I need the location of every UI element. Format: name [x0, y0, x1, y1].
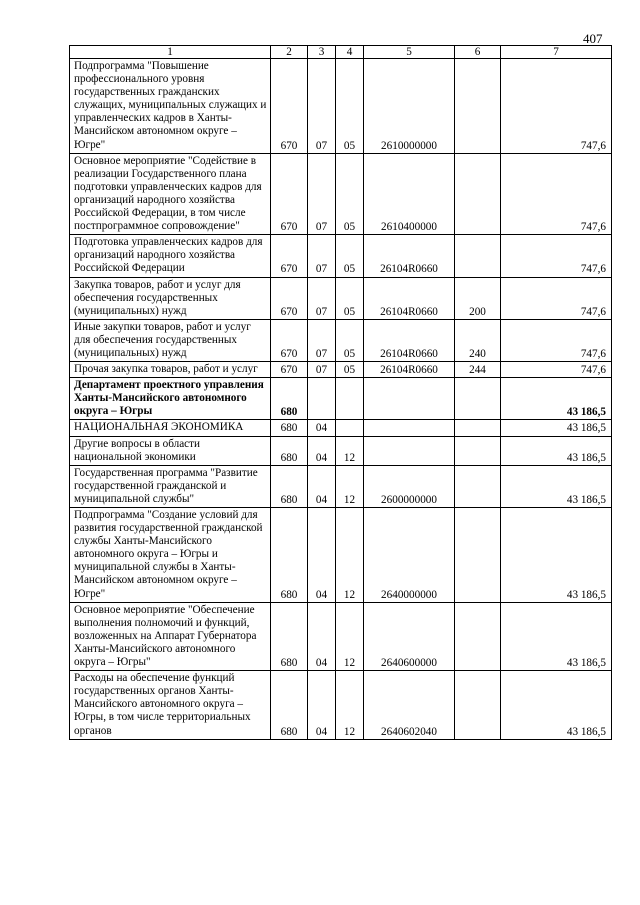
row-target-article-cell: 26104R0660	[364, 319, 455, 361]
row-expense-type-cell	[455, 153, 501, 235]
row-section-cell: 07	[308, 277, 336, 319]
row-code-cell: 680	[271, 602, 308, 670]
header-cell-1: 1	[70, 46, 271, 59]
row-target-article-cell: 2610400000	[364, 153, 455, 235]
row-subsection-cell	[336, 378, 364, 420]
table-row	[70, 235, 612, 277]
row-target-article-cell: 26104R0660	[364, 277, 455, 319]
row-expense-type-cell	[455, 508, 501, 603]
table-row	[70, 508, 612, 603]
row-name-cell: Закупка товаров, работ и услуг для обеспечения государственных (муниципальных) нужд	[70, 277, 271, 319]
row-subsection-cell: 05	[336, 59, 364, 154]
row-amount-cell: 747,6	[501, 362, 612, 378]
table-row	[70, 378, 612, 420]
row-expense-type-cell	[455, 235, 501, 277]
row-section-cell: 07	[308, 319, 336, 361]
row-target-article-cell: 2640600000	[364, 602, 455, 670]
row-name-cell: Расходы на обеспечение функций государственных органов Ханты-Мансийского автономного округа – Югры, в том числе территориальных органов	[70, 671, 271, 739]
row-name-cell: Подпрограмма "Повышение профессионального уровня государственных гражданских служащих, муниципальных служащих и управленческих кадров в Ханты-Мансийском автономном округе – Югре"	[70, 59, 271, 154]
row-subsection-cell: 05	[336, 235, 364, 277]
row-target-article-cell: 2640602040	[364, 671, 455, 739]
row-name-cell: Департамент проектного управления Ханты-Мансийского автономного округа – Югры	[70, 378, 271, 420]
row-name-cell: Подпрограмма "Создание условий для развития государственной гражданской службы Ханты-Мансийского автономного округа – Югры и муниципальной службы в Ханты-Мансийском автономном округе – Югре"	[70, 508, 271, 603]
row-expense-type-cell	[455, 378, 501, 420]
table-row	[70, 436, 612, 465]
row-amount-cell: 747,6	[501, 153, 612, 235]
row-name-cell: Другие вопросы в области национальной экономики	[70, 436, 271, 465]
row-code-cell: 680	[271, 378, 308, 420]
table-row	[70, 362, 612, 378]
row-expense-type-cell	[455, 420, 501, 436]
header-cell-7: 7	[501, 46, 612, 59]
row-amount-cell: 43 186,5	[501, 602, 612, 670]
row-target-article-cell	[364, 378, 455, 420]
row-expense-type-cell	[455, 465, 501, 507]
row-subsection-cell	[336, 420, 364, 436]
row-section-cell: 04	[308, 465, 336, 507]
row-code-cell: 670	[271, 59, 308, 154]
row-amount-cell: 747,6	[501, 235, 612, 277]
budget-table	[69, 45, 612, 740]
row-name-cell: Государственная программа "Развитие государственной гражданской и муниципальной службы"	[70, 465, 271, 507]
table-row	[70, 420, 612, 436]
row-section-cell: 04	[308, 602, 336, 670]
row-amount-cell: 747,6	[501, 277, 612, 319]
header-cell-2: 2	[271, 46, 308, 59]
row-subsection-cell: 12	[336, 436, 364, 465]
row-expense-type-cell: 200	[455, 277, 501, 319]
row-code-cell: 680	[271, 508, 308, 603]
row-section-cell: 04	[308, 671, 336, 739]
row-expense-type-cell	[455, 436, 501, 465]
table-row	[70, 277, 612, 319]
row-amount-cell: 43 186,5	[501, 465, 612, 507]
header-cell-4: 4	[336, 46, 364, 59]
row-code-cell: 670	[271, 362, 308, 378]
row-expense-type-cell: 240	[455, 319, 501, 361]
row-name-cell: Подготовка управленческих кадров для организаций народного хозяйства Российской Федерации	[70, 235, 271, 277]
row-target-article-cell: 2640000000	[364, 508, 455, 603]
row-section-cell: 04	[308, 420, 336, 436]
table-row	[70, 602, 612, 670]
page-number: 407	[583, 31, 603, 46]
row-amount-cell: 43 186,5	[501, 420, 612, 436]
row-subsection-cell: 05	[336, 319, 364, 361]
row-amount-cell: 43 186,5	[501, 508, 612, 603]
row-amount-cell: 43 186,5	[501, 436, 612, 465]
row-code-cell: 680	[271, 465, 308, 507]
row-code-cell: 680	[271, 420, 308, 436]
row-expense-type-cell: 244	[455, 362, 501, 378]
table-row	[70, 59, 612, 154]
table-row	[70, 465, 612, 507]
row-amount-cell: 43 186,5	[501, 671, 612, 739]
row-target-article-cell: 26104R0660	[364, 235, 455, 277]
row-subsection-cell: 12	[336, 465, 364, 507]
row-expense-type-cell	[455, 59, 501, 154]
row-target-article-cell: 2610000000	[364, 59, 455, 154]
row-amount-cell: 747,6	[501, 59, 612, 154]
header-cell-6: 6	[455, 46, 501, 59]
header-cell-5: 5	[364, 46, 455, 59]
row-target-article-cell	[364, 436, 455, 465]
table-row	[70, 671, 612, 739]
header-row	[70, 46, 612, 59]
header-cell-3: 3	[308, 46, 336, 59]
table-row	[70, 319, 612, 361]
row-section-cell	[308, 378, 336, 420]
row-target-article-cell: 26104R0660	[364, 362, 455, 378]
row-section-cell: 07	[308, 362, 336, 378]
row-code-cell: 670	[271, 235, 308, 277]
row-name-cell: Основное мероприятие "Содействие в реализации Государственного плана подготовки управленческих кадров для организаций народного хозяйства Российской Федерации, в том числе постпрограммное сопровождение"	[70, 153, 271, 235]
row-section-cell: 04	[308, 436, 336, 465]
row-code-cell: 680	[271, 436, 308, 465]
row-amount-cell: 747,6	[501, 319, 612, 361]
row-expense-type-cell	[455, 602, 501, 670]
row-amount-cell: 43 186,5	[501, 378, 612, 420]
row-code-cell: 670	[271, 319, 308, 361]
row-code-cell: 670	[271, 153, 308, 235]
row-section-cell: 07	[308, 59, 336, 154]
row-target-article-cell: 2600000000	[364, 465, 455, 507]
row-subsection-cell: 12	[336, 508, 364, 603]
row-subsection-cell: 12	[336, 602, 364, 670]
row-subsection-cell: 05	[336, 362, 364, 378]
table-row	[70, 153, 612, 235]
row-section-cell: 07	[308, 235, 336, 277]
row-name-cell: НАЦИОНАЛЬНАЯ ЭКОНОМИКА	[70, 420, 271, 436]
row-name-cell: Основное мероприятие "Обеспечение выполнения полномочий и функций, возложенных на Аппарат Губернатора Ханты-Мансийского автономного округа – Югры"	[70, 602, 271, 670]
row-expense-type-cell	[455, 671, 501, 739]
row-code-cell: 680	[271, 671, 308, 739]
row-name-cell: Иные закупки товаров, работ и услуг для обеспечения государственных (муниципальных) нужд	[70, 319, 271, 361]
row-code-cell: 670	[271, 277, 308, 319]
row-section-cell: 04	[308, 508, 336, 603]
row-subsection-cell: 05	[336, 277, 364, 319]
row-subsection-cell: 12	[336, 671, 364, 739]
row-name-cell: Прочая закупка товаров, работ и услуг	[70, 362, 271, 378]
row-target-article-cell	[364, 420, 455, 436]
row-subsection-cell: 05	[336, 153, 364, 235]
row-section-cell: 07	[308, 153, 336, 235]
